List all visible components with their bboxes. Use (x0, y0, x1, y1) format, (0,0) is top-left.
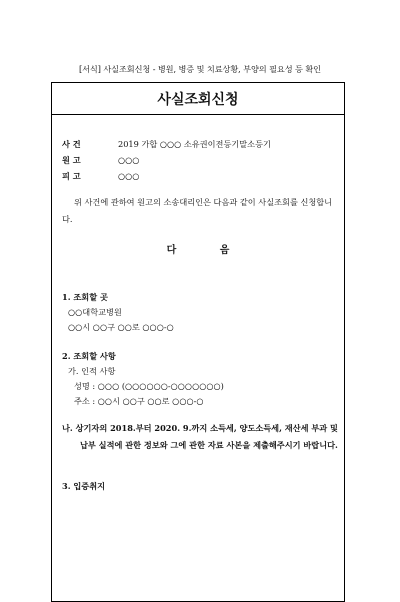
defendant-value: ○○○ (118, 171, 140, 181)
section-3-title: 3. 입증취지 (62, 481, 106, 491)
form-header: [서식] 사실조회신청 - 병원, 병증 및 치료상황, 부양의 필요성 등 확인 (79, 64, 321, 74)
document-title: 사실조회신청 (157, 92, 239, 108)
section-1-title: 1. 조회할 곳 (62, 292, 108, 302)
plaintiff-label: 원 고 (62, 155, 81, 165)
intro-paragraph: 위 사건에 관하여 원고의 소송대리인은 다음과 같이 사실조회를 신청합니다. (62, 197, 333, 224)
defendant-row (62, 171, 139, 182)
person-address: 주소 : ○○시 ○○구 ○○로 ○○○-○ (74, 396, 204, 406)
document-box (51, 82, 345, 602)
plaintiff-value: ○○○ (118, 155, 140, 165)
case-value: 2019 가합 ○○○ 소유권이전등기말소등기 (118, 139, 271, 149)
case-row (62, 139, 271, 150)
section-heading: 다 음 (166, 245, 250, 256)
request-paragraph: 나. 상기자의 2018.부터 2020. 9.까지 소득세, 양도소득세, 재산세 부과 및 납부 실적에 관한 정보와 그에 관한 자료 사본을 제출해주시기 바랍니다. (62, 423, 338, 450)
plaintiff-row (62, 155, 139, 166)
section-2-title: 2. 조회할 사항 (62, 351, 116, 361)
query-place-name: ○○대학교병원 (68, 307, 122, 317)
title-divider (52, 114, 344, 115)
defendant-label: 피 고 (62, 171, 81, 181)
query-place-address: ○○시 ○○구 ○○로 ○○○-○ (68, 322, 174, 332)
case-label: 사 건 (62, 139, 81, 149)
personal-info-subheading: 가. 인적 사항 (68, 366, 116, 376)
person-name: 성명 : ○○○ (○○○○○○-○○○○○○○) (74, 381, 224, 391)
